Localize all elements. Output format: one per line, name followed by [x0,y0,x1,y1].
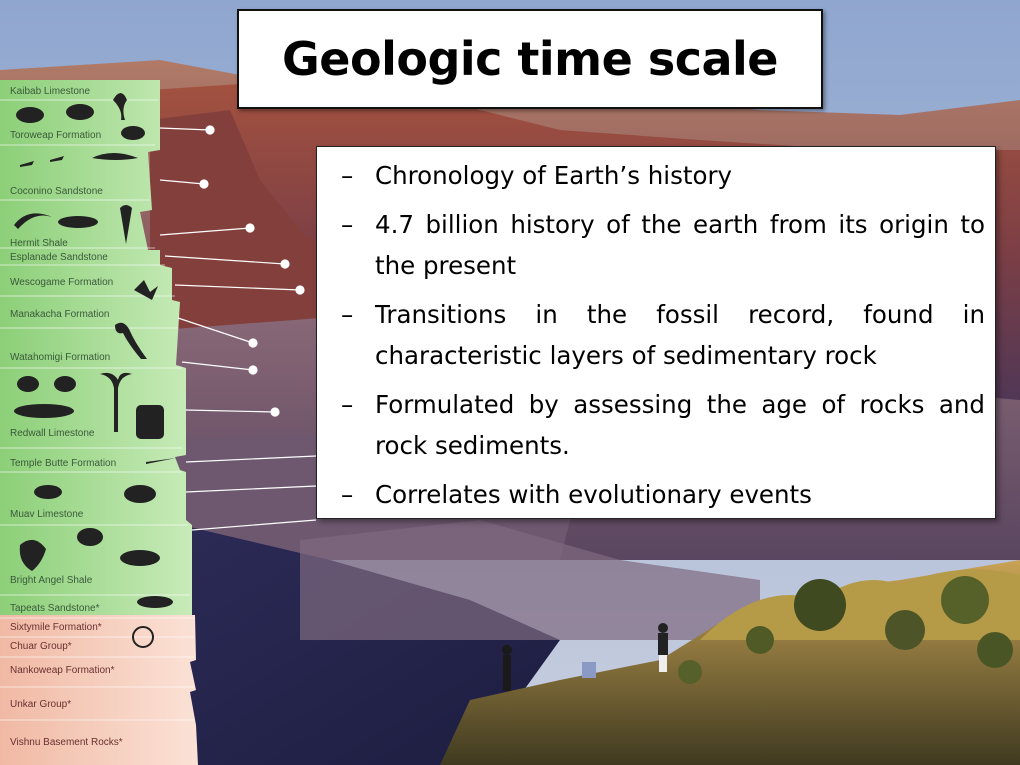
strata-label: Vishnu Basement Rocks* [10,737,123,748]
strata-label: Manakacha Formation [10,309,110,320]
strata-label: Hermit Shale [10,238,68,249]
strata-label: Toroweap Formation [10,130,102,141]
bullet-marker: – [341,390,354,419]
bullet-text: Chronology of Earth’s history [375,161,733,190]
strata-label: Coconino Sandstone [10,186,103,197]
strata-label: Bright Angel Shale [10,575,93,586]
strata-label: Redwall Limestone [10,428,95,439]
bullet-marker: – [341,480,354,509]
strata-label: Unkar Group* [10,699,72,710]
bullet-item [341,384,985,466]
bullet-text: Formulated by assessing the age of rocks and rock sediments. [375,390,985,460]
strata-label: Kaibab Limestone [10,86,91,97]
bullet-marker: – [341,210,354,239]
strata-label: Watahomigi Formation [10,352,111,363]
strata-label: Muav Limestone [10,509,84,520]
bullet-item [341,204,985,286]
strata-label: Chuar Group* [10,641,72,652]
bullet-item [341,294,985,376]
strata-label: Nankoweap Formation* [10,665,115,676]
slide-title-box [237,9,823,109]
strata-label: Esplanade Sandstone [10,252,108,263]
bullet-marker: – [341,161,354,190]
bullet-text: 4.7 billion history of the earth from its origin to the present [375,210,985,280]
bullet-text: Transitions in the fossil record, found in characteristic layers of sedimentary rock [375,300,985,370]
bullet-marker: – [341,300,354,329]
bullet-list-box [316,146,996,519]
strata-label: Tapeats Sandstone* [10,603,100,614]
strata-label: Wescogame Formation [10,277,114,288]
bullet-item [341,155,985,196]
bullet-text: Correlates with evolutionary events [375,480,812,509]
bullet-item [341,474,985,515]
slide-title: Geologic time scale [282,32,778,86]
strata-label: Temple Butte Formation [10,458,117,469]
strata-label: Sixtymile Formation* [10,622,102,633]
